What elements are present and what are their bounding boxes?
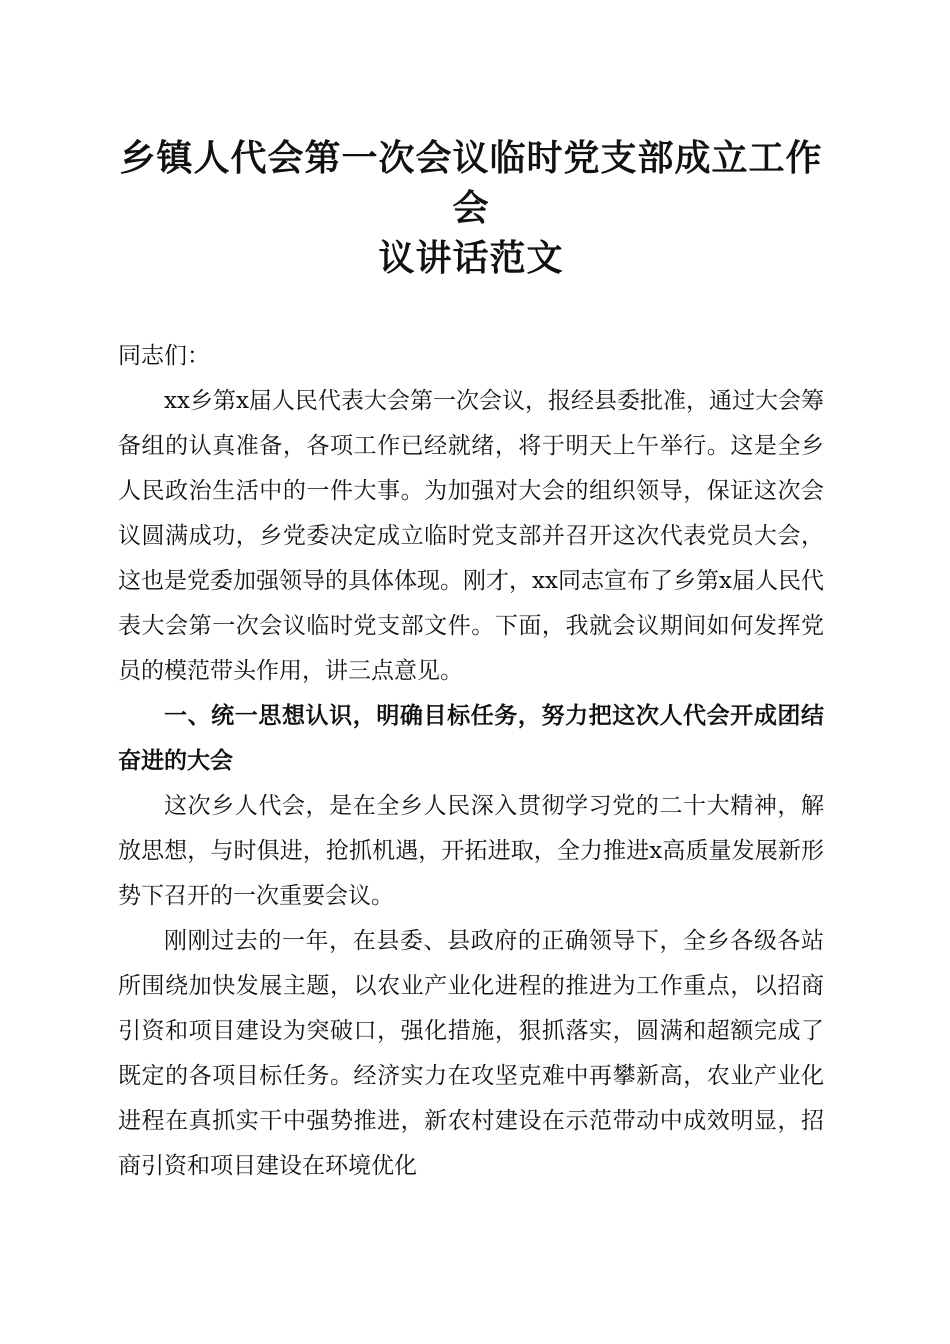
document-body xyxy=(118,334,824,1189)
title-line-2: 议讲话范文 xyxy=(378,238,564,279)
paragraph-intro: xx乡第x届人民代表大会第一次会议，报经县委批准，通过大会筹备组的认真准备，各项工作已经就绪，将于明天上午举行。这是全乡人民政治生活中的一件大事。为加强对大会的组织领导，保证这次会议圆满成功，乡党委决定成立临时党支部并召开这次代表党员大会，这也是党委加强领导的具体体现。刚才，xx同志宣布了乡第x届人民代表大会第一次会议临时党支部文件。下面，我就会议期间如何发挥党员的模范带头作用，讲三点意见。 xyxy=(118,388,824,684)
title-line-1: 乡镇人代会第一次会议临时党支部成立工作会 xyxy=(119,138,823,229)
section-heading-1: 一、统一思想认识，明确目标任务，努力把这次人代会开成团结奋进的大会 xyxy=(118,703,824,774)
paragraph-1: 这次乡人代会，是在全乡人民深入贯彻学习党的二十大精神，解放思想，与时俱进，抢抓机遇，开拓进取，全力推进x高质量发展新形势下召开的一次重要会议。 xyxy=(118,793,824,909)
paragraph-2: 刚刚过去的一年，在县委、县政府的正确领导下，全乡各级各站所围绕加快发展主题，以农业产业化进程的推进为工作重点，以招商引资和项目建设为突破口，强化措施，狠抓落实，圆满和超额完成了既定的各项目标任务。经济实力在攻坚克难中再攀新高，农业产业化进程在真抓实干中强势推进，新农村建设在示范带动中成效明显，招商引资和项目建设在环境优化 xyxy=(118,928,824,1179)
document-title xyxy=(118,134,824,284)
salutation: 同志们： xyxy=(118,343,210,369)
